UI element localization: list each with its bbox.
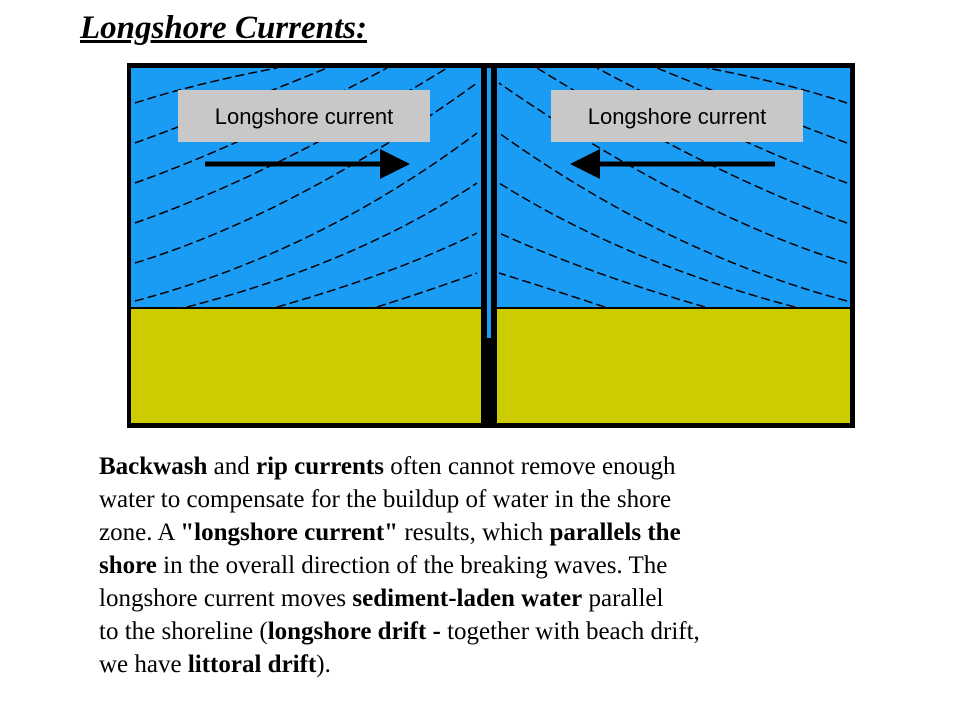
text-segment: in the overall direction of the breaking waves. The — [156, 552, 668, 579]
text-segment: often cannot remove enough — [383, 453, 676, 480]
bold-term: longshore drift - — [267, 618, 441, 645]
center-divider — [483, 63, 487, 428]
center-divider-2 — [491, 63, 497, 428]
body-line — [99, 549, 899, 582]
right-panel — [497, 68, 850, 423]
text-segment: we have — [99, 651, 188, 678]
body-line — [99, 483, 899, 516]
body-line — [99, 516, 899, 549]
bold-term: parallels the — [549, 519, 681, 546]
bold-term: littoral drift — [187, 651, 317, 678]
text-segment: and — [207, 453, 256, 480]
bold-term: sediment-laden water — [352, 585, 583, 612]
bold-term: shore — [99, 552, 157, 579]
center-channel — [487, 68, 491, 338]
body-line — [99, 450, 899, 483]
right-sand — [497, 309, 850, 423]
text-segment: together with beach drift, — [440, 618, 700, 645]
text-segment: ). — [316, 651, 331, 678]
body-text — [99, 450, 899, 681]
body-line — [99, 615, 899, 648]
text-segment: zone. A — [99, 519, 181, 546]
left-panel — [131, 68, 481, 423]
slide-title: Longshore Currents: — [80, 10, 367, 46]
right-panel-label: Longshore current — [587, 104, 767, 129]
text-segment: results, which — [398, 519, 550, 546]
bold-term: "longshore current" — [180, 519, 399, 546]
longshore-current-diagram — [127, 63, 855, 428]
text-segment: water to compensate for the buildup of water in the shore — [99, 486, 672, 513]
body-line — [99, 648, 899, 681]
text-segment: to the shoreline ( — [99, 618, 268, 645]
body-line — [99, 582, 899, 615]
text-segment: longshore current moves — [99, 585, 353, 612]
left-sand — [131, 309, 481, 423]
left-panel-label: Longshore current — [214, 104, 394, 129]
bold-term: Backwash — [99, 453, 208, 480]
bold-term: rip currents — [255, 453, 384, 480]
text-segment: parallel — [582, 585, 664, 612]
